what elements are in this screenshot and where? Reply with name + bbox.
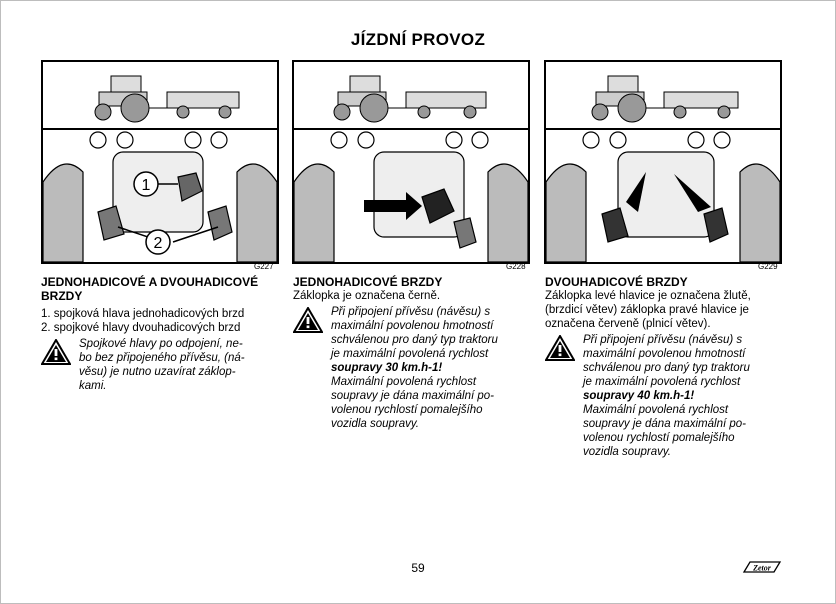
warning-line: volenou rychlostí pomalejšího [331, 404, 483, 416]
warning-line: Maximální povolená rychlost [331, 376, 477, 388]
warning-triangle-icon [545, 335, 575, 361]
warning-line: Maximální povolená rychlost [583, 404, 729, 416]
figure-3 [544, 60, 782, 264]
warning-line: věsu) je nutno uzavírat záklop- [79, 366, 236, 378]
warning-line: Spojkové hlavy po odpojení, ne- [79, 338, 243, 350]
logo-text: Zetor [753, 563, 771, 573]
section-text-line: (brzdicí větev) záklopka pravé hlavice je [545, 304, 749, 316]
zetor-logo [742, 560, 782, 574]
section-text-line: označena červeně (plnicí větev). [545, 318, 711, 330]
marker-2: 2 [153, 235, 163, 252]
tractor-coupling-illustration-1 [43, 62, 277, 262]
section-heading: JEDNOHADICOVÉ A DVOUHADICOVÉ BRZDY [41, 275, 259, 303]
figure-1 [41, 60, 279, 264]
tractor-coupling-illustration-2 [294, 62, 528, 262]
warning-line: vozidla soupravy. [331, 418, 419, 430]
brand-logo-icon [742, 560, 782, 574]
section-3 [545, 275, 785, 459]
marker-1: 1 [141, 177, 151, 194]
warning-line: kami. [79, 380, 107, 392]
warning-line: vozidla soupravy. [583, 446, 671, 458]
figure-code-1: G227 [254, 262, 274, 271]
warning-line: volenou rychlostí pomalejšího [583, 432, 735, 444]
warning-line: soupravy je dána maximální po- [583, 418, 746, 430]
warning-line: je maximální povolená rychlost [583, 376, 741, 388]
warning-block [545, 333, 785, 459]
item-list [41, 307, 281, 335]
warning-line: je maximální povolená rychlost [331, 348, 489, 360]
warning-line: maximální povolenou hmotností [583, 348, 746, 360]
section-text: Záklopka je označena černě. [293, 290, 441, 302]
list-item: 1. spojková hlava jednohadicových brzd [41, 308, 245, 320]
section-text-line: Záklopka levé hlavice je označena žlutě, [545, 290, 751, 302]
warning-triangle-icon [41, 339, 71, 365]
tractor-coupling-illustration-3 [546, 62, 780, 262]
warning-line: maximální povolenou hmotností [331, 320, 494, 332]
section-2 [293, 275, 533, 431]
warning-block [41, 337, 281, 393]
list-item: 2. spojkové hlavy dvouhadicových brzd [41, 322, 241, 334]
warning-line: schválenou pro daný typ traktoru [331, 334, 498, 346]
page-title: JÍZDNÍ PROVOZ [350, 30, 486, 49]
figure-code-2: G228 [506, 262, 526, 271]
warning-line: Při připojení přívěsu (návěsu) s [583, 334, 743, 346]
figure-code-3: G229 [758, 262, 778, 271]
warning-line: bo bez připojeného přívěsu, (ná- [79, 352, 245, 364]
warning-line: schválenou pro daný typ traktoru [583, 362, 750, 374]
section-heading: JEDNOHADICOVÉ BRZDY [293, 275, 443, 289]
page-number: 59 [411, 561, 425, 575]
warning-line: soupravy 40 km.h-1! [583, 390, 695, 402]
warning-block [293, 305, 533, 431]
warning-triangle-icon [293, 307, 323, 333]
figure-2 [292, 60, 530, 264]
section-heading: DVOUHADICOVÉ BRZDY [545, 275, 688, 289]
warning-line: soupravy je dána maximální po- [331, 390, 494, 402]
section-1 [41, 275, 281, 393]
warning-line: Při připojení přívěsu (návěsu) s [331, 306, 491, 318]
warning-line: soupravy 30 km.h-1! [331, 362, 443, 374]
